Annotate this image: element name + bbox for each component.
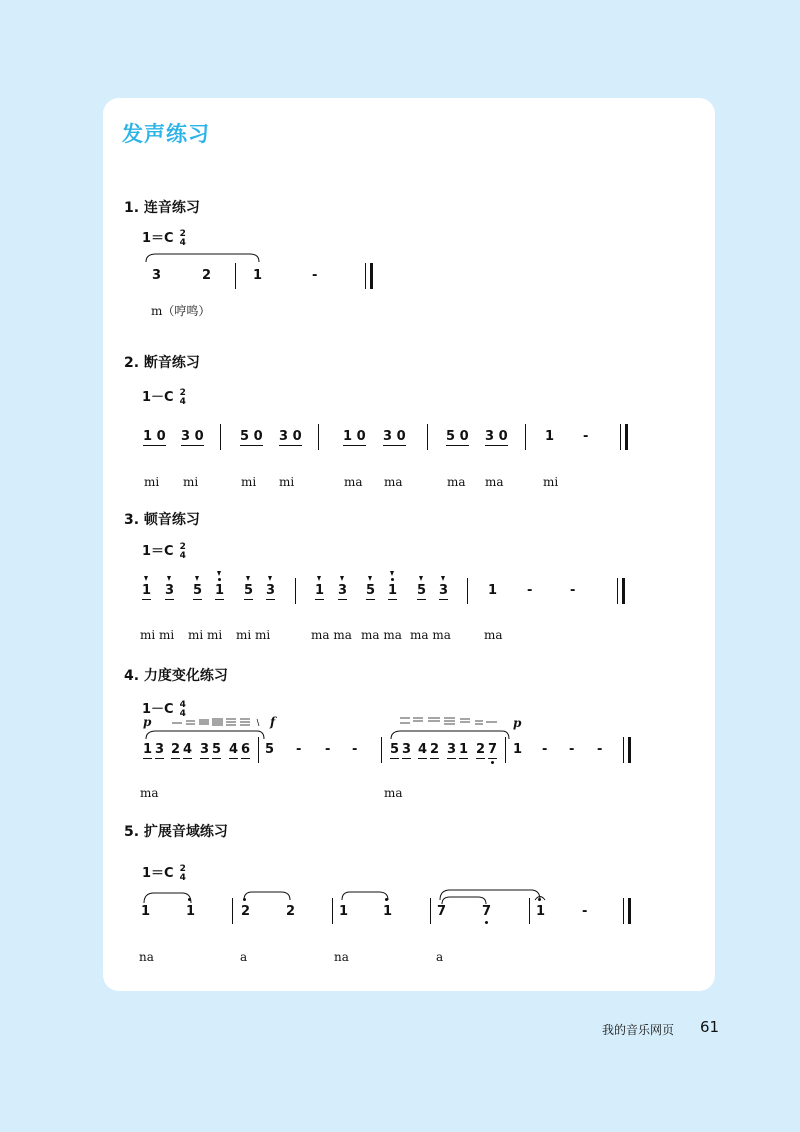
note: 1 — [536, 904, 546, 919]
lyric: mi mi — [140, 628, 175, 642]
note: 6 — [241, 742, 251, 757]
note: 2 — [430, 742, 440, 757]
time-signature: 2 4 — [179, 863, 186, 883]
lyric: ma — [485, 475, 504, 489]
note: 3 — [152, 268, 162, 283]
low-octave-dot — [491, 761, 494, 764]
dynamic-mark: p — [513, 716, 522, 730]
key-text: 1＝C — [142, 231, 174, 246]
staccato-mark — [167, 576, 171, 581]
page-title: 发声练习 — [122, 122, 210, 146]
lyric: ma — [484, 628, 503, 642]
note: 3 0 — [485, 429, 508, 444]
note: 1 — [142, 583, 152, 598]
final-barline — [623, 898, 631, 924]
barline — [235, 263, 236, 289]
lyric: ma — [140, 786, 159, 800]
staccato-mark — [340, 576, 344, 581]
note: 1 — [388, 583, 398, 598]
lyric: ma ma — [311, 628, 352, 642]
note: 3 — [439, 583, 449, 598]
lyric: ma — [447, 475, 466, 489]
book-title: 我的音乐网页 — [602, 1023, 675, 1037]
section-heading: 3. 顿音练习 — [124, 512, 200, 528]
note: 3 — [155, 742, 165, 757]
high-octave-dot — [243, 898, 246, 901]
lyric: ma — [384, 786, 403, 800]
lyric: mi — [543, 475, 559, 489]
lyric: a — [240, 950, 248, 964]
note: 1 — [186, 904, 196, 919]
note: 5 0 — [240, 429, 263, 444]
key-signature — [142, 227, 186, 248]
note: 1 0 — [143, 429, 166, 444]
lyric: ma — [384, 475, 403, 489]
key-text: 1＝C — [142, 866, 174, 881]
note: 1 — [215, 583, 225, 598]
time-signature: 2 4 — [179, 541, 186, 561]
dash: - — [527, 583, 533, 598]
lyric: ma ma — [410, 628, 451, 642]
lyric: m（哼鸣） — [151, 304, 211, 318]
note: 5 — [366, 583, 376, 598]
lyric: a — [436, 950, 444, 964]
barline — [505, 737, 506, 763]
key-text: 1＝C — [142, 544, 174, 559]
barline — [258, 737, 259, 763]
high-octave-dot — [391, 578, 394, 581]
barline — [529, 898, 530, 924]
note: 2 — [286, 904, 296, 919]
key-signature — [142, 862, 186, 883]
final-barline — [365, 263, 373, 289]
lyric: na — [334, 950, 349, 964]
final-barline — [623, 737, 631, 763]
note: 5 — [390, 742, 400, 757]
barline — [430, 898, 431, 924]
lyric: ma ma — [361, 628, 402, 642]
dash: - — [583, 429, 589, 444]
barline — [427, 424, 428, 450]
section-heading: 5. 扩展音域练习 — [124, 824, 228, 840]
note: 1 — [459, 742, 469, 757]
content-card — [103, 98, 715, 991]
high-octave-dot — [188, 898, 191, 901]
note: 2 — [202, 268, 212, 283]
dash: - — [597, 742, 603, 757]
staccato-mark — [419, 576, 423, 581]
note: 3 — [165, 583, 175, 598]
dynamic-mark: p — [143, 715, 152, 729]
note: 5 — [193, 583, 203, 598]
staccato-mark — [217, 571, 221, 576]
note: 5 — [417, 583, 427, 598]
note: 1 — [383, 904, 393, 919]
lyric: mi mi — [188, 628, 223, 642]
note: 7 — [488, 742, 498, 757]
note: 4 — [418, 742, 428, 757]
dash: - — [569, 742, 575, 757]
note: 1 — [513, 742, 523, 757]
time-signature: 4 4 — [179, 699, 186, 719]
lyric: na — [139, 950, 154, 964]
staccato-mark — [268, 576, 272, 581]
high-octave-dot — [385, 898, 388, 901]
note: 5 — [265, 742, 275, 757]
dash: - — [542, 742, 548, 757]
note: 1 — [545, 429, 555, 444]
section-heading: 1. 连音练习 — [124, 200, 200, 216]
note: 4 — [183, 742, 193, 757]
barline — [232, 898, 233, 924]
low-octave-dot — [485, 921, 488, 924]
key-signature — [142, 540, 186, 561]
dash: - — [582, 904, 588, 919]
lyric: ma — [344, 475, 363, 489]
final-barline — [620, 424, 628, 450]
note: 7 — [482, 904, 492, 919]
note: 1 — [141, 904, 151, 919]
barline — [525, 424, 526, 450]
barline — [295, 578, 296, 604]
note: 1 — [253, 268, 263, 283]
note: 7 — [437, 904, 447, 919]
time-signature: 2 4 — [179, 228, 186, 248]
note: 1 — [339, 904, 349, 919]
note: 3 — [402, 742, 412, 757]
key-text: 1－C — [142, 702, 174, 717]
key-signature — [142, 386, 186, 407]
note: 1 — [143, 742, 153, 757]
barline — [332, 898, 333, 924]
staccato-mark — [144, 576, 148, 581]
dynamic-mark: f — [270, 715, 276, 729]
note: 5 — [244, 583, 254, 598]
barline — [318, 424, 319, 450]
lyric: mi — [279, 475, 295, 489]
note: 3 — [266, 583, 276, 598]
time-signature: 2 4 — [179, 387, 186, 407]
lyric: mi — [144, 475, 160, 489]
staccato-mark — [441, 576, 445, 581]
note: 3 0 — [383, 429, 406, 444]
note: 5 — [212, 742, 222, 757]
barline — [381, 737, 382, 763]
barline — [467, 578, 468, 604]
dash: - — [352, 742, 358, 757]
note: 3 — [338, 583, 348, 598]
key-text: 1－C — [142, 390, 174, 405]
dash: - — [312, 268, 318, 283]
note: 2 — [171, 742, 181, 757]
note: 3 — [447, 742, 457, 757]
section-heading: 2. 断音练习 — [124, 355, 200, 371]
note: 1 0 — [343, 429, 366, 444]
note: 2 — [241, 904, 251, 919]
staccato-mark — [246, 576, 250, 581]
lyric: mi — [241, 475, 257, 489]
final-barline — [617, 578, 625, 604]
high-octave-dot — [538, 898, 541, 901]
lyric: mi — [183, 475, 199, 489]
dash: - — [570, 583, 576, 598]
dash: - — [296, 742, 302, 757]
note: 4 — [229, 742, 239, 757]
staccato-mark — [195, 576, 199, 581]
note: 2 — [476, 742, 486, 757]
note: 3 0 — [181, 429, 204, 444]
high-octave-dot — [218, 578, 221, 581]
staccato-mark — [368, 576, 372, 581]
note: 1 — [315, 583, 325, 598]
staccato-mark — [317, 576, 321, 581]
note: 3 — [200, 742, 210, 757]
note: 1 — [488, 583, 498, 598]
note: 3 0 — [279, 429, 302, 444]
dash: - — [325, 742, 331, 757]
page-number: 61 — [700, 1018, 720, 1036]
lyric: mi mi — [236, 628, 271, 642]
note: 5 0 — [446, 429, 469, 444]
barline — [220, 424, 221, 450]
staccato-mark — [390, 571, 394, 576]
section-heading: 4. 力度变化练习 — [124, 668, 228, 684]
